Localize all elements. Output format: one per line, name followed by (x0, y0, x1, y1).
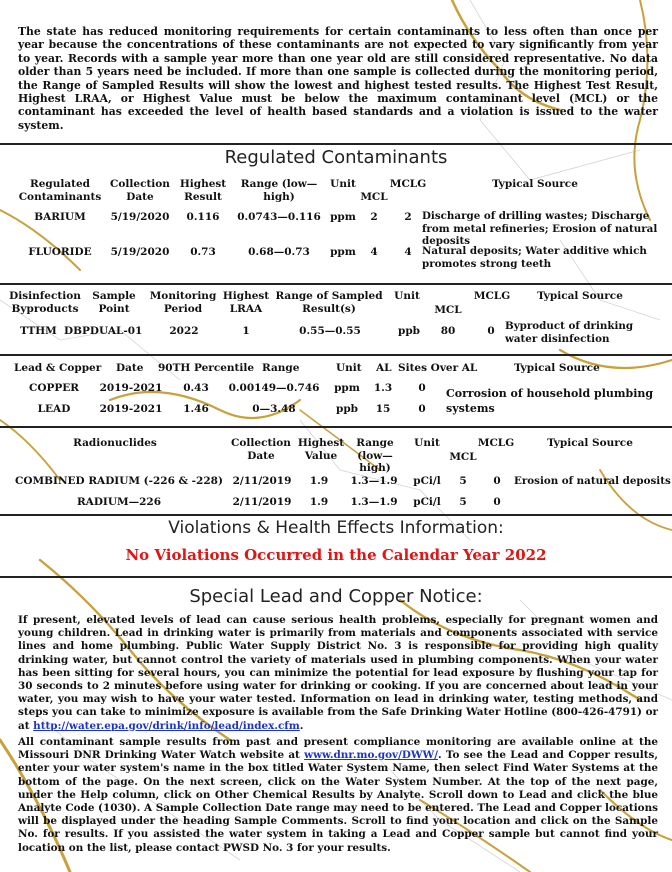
divider (0, 576, 672, 578)
header-typical-source: Typical Source (514, 362, 600, 374)
radionuclide-name: COMBINED RADIUM (-226 & -228) (15, 475, 223, 487)
sample-date: 2019-2021 (99, 403, 163, 415)
highest-result: 0.116 (186, 211, 220, 223)
unit-value: ppm (330, 211, 356, 223)
header-collection-date: Collection Date (110, 178, 170, 203)
collection-date: 5/19/2020 (110, 246, 170, 258)
90th-percentile: 1.46 (183, 403, 209, 415)
mcl-value: 2 (370, 211, 378, 223)
header-mclg: MCLG (389, 178, 427, 190)
contaminant-name: BARIUM (34, 211, 86, 223)
highest-result: 0.73 (190, 246, 216, 258)
range-value: 0.0743—0.116 (237, 211, 321, 223)
lead-notice-paragraph (18, 614, 658, 733)
header-contaminants: Regulated Contaminants (18, 178, 102, 203)
typical-source: Corrosion of household plumbing systems (446, 387, 654, 415)
90th-percentile: 0.43 (183, 382, 209, 394)
header-sample-point: Sample Point (92, 290, 136, 315)
sample-date: 2019-2021 (99, 382, 163, 394)
header-mcl: MCL (434, 304, 462, 316)
collection-date: 2/11/2019 (232, 496, 292, 508)
sample-results-text-b: . To see the Lead and Copper results, enter your water system's name in the box titled Water System Name, then select Find Water Systems at the bottom of the page. On the next screen, click on the Water System Number. At the top of the next page, under the Help column, click on Other Chemical Results by Analyte. Scroll down to Lead and click the blue Analyte Code (1030). A Sample Collection Date range may need to be entered. The Lead and Copper locations will be displayed under the heading Sample Comments. Scroll to find your location and click on the Sample No. for results. If you assisted the water system in taking a Lead and Copper sample but cannot find your location on the list, please contact PWSD No. 3 for your results. (18, 749, 659, 854)
sites-over-al: 0 (418, 403, 426, 415)
range-value: 1.3—1.9 (350, 496, 398, 508)
range-value: 0—3.48 (252, 403, 296, 415)
unit-value: ppb (335, 403, 359, 415)
unit-value: pCi/l (413, 475, 441, 487)
divider (0, 426, 672, 428)
lead-copper-name: LEAD (37, 403, 71, 415)
header-radionuclides: Radionuclides (73, 437, 157, 449)
header-mcl: MCL (449, 451, 477, 463)
special-notice-title: Special Lead and Copper Notice: (189, 586, 483, 607)
lead-copper-name: COPPER (28, 382, 80, 394)
header-unit: Unit (330, 178, 356, 190)
header-range: Range (low—high) (356, 437, 394, 474)
header-al: AL (376, 362, 392, 374)
dnr-dww-link[interactable]: www.dnr.mo.gov/DWW/ (304, 749, 439, 762)
highest-lraa: 1 (242, 325, 250, 337)
header-unit: Unit (414, 437, 440, 449)
monitoring-period: 2022 (169, 325, 199, 337)
header-mcl: MCL (360, 191, 388, 203)
epa-lead-link[interactable]: http://water.epa.gov/drink/info/lead/index.cfm (33, 719, 300, 732)
header-unit: Unit (394, 290, 420, 302)
unit-value: pCi/l (413, 496, 441, 508)
sample-point: DBPDUAL-01 (64, 325, 143, 337)
intro-paragraph: The state has reduced monitoring requirements for certain contaminants to less often than once per year because the concentrations of these contaminants are not expected to vary significantly from year to year. Records with a sample year more than one year old are still considered representative. No data older than 5 years need be included. If more than one sample is collected during the monitoring period, the Range of Sampled Results will show the lowest and highest tested results. The Highest Test Result, Highest LRAA, or Highest Value must be below the maximum contaminant level (MCL) or the contaminant has exceeded the level of health based standards and a violation is issued to the water system. (18, 25, 658, 132)
header-90th-percentile: 90TH Percentile (158, 362, 255, 374)
divider (0, 514, 672, 516)
radionuclide-name: RADIUM—226 (76, 496, 162, 508)
mcl-value: 5 (459, 496, 467, 508)
al-value: 1.3 (373, 382, 393, 394)
header-range: Range (262, 362, 300, 374)
sites-over-al: 0 (418, 382, 426, 394)
range-value: 0.55—0.55 (299, 325, 361, 337)
mclg-value: 0 (493, 475, 501, 487)
header-typical-source: Typical Source (537, 290, 623, 302)
mclg-value: 0 (487, 325, 495, 337)
header-typical-source: Typical Source (547, 437, 633, 449)
contaminant-name: FLUORIDE (28, 246, 92, 258)
al-value: 15 (375, 403, 391, 415)
header-typical-source: Typical Source (492, 178, 578, 190)
mclg-value: 4 (404, 246, 412, 258)
unit-value: ppb (397, 325, 421, 337)
unit-value: ppm (330, 246, 356, 258)
range-value: 1.3—1.9 (350, 475, 398, 487)
lead-notice-end: . (299, 719, 304, 732)
header-highest-value: Highest Value (297, 437, 345, 462)
mcl-value: 4 (370, 246, 378, 258)
sample-results-text-a: All contaminant sample results from past and present compliance monitoring are available online at the Missouri DNR Drinking Water Watch website at (18, 736, 658, 762)
divider (0, 143, 672, 145)
header-highest-lraa: Highest LRAA (222, 290, 270, 315)
divider (0, 354, 672, 356)
header-byproducts: Disinfection Byproducts (9, 290, 81, 315)
mclg-value: 0 (493, 496, 501, 508)
header-unit: Unit (336, 362, 362, 374)
header-range: Range (low—high) (240, 178, 318, 203)
highest-value: 1.9 (309, 475, 329, 487)
collection-date: 5/19/2020 (110, 211, 170, 223)
header-range-sampled: Range of Sampled Result(s) (275, 290, 383, 315)
typical-source: Discharge of drilling wastes; Discharge from metal refineries; Erosion of natural deposits (422, 210, 658, 247)
sample-results-paragraph (18, 736, 658, 855)
highest-value: 1.9 (309, 496, 329, 508)
mcl-value: 80 (440, 325, 456, 337)
header-lead-copper: Lead & Copper (14, 362, 102, 374)
header-mclg: MCLG (473, 290, 511, 302)
collection-date: 2/11/2019 (232, 475, 292, 487)
header-date: Date (116, 362, 144, 374)
typical-source: Natural deposits; Water additive which promotes strong teeth (422, 245, 647, 270)
range-value: 0.00149—0.746 (228, 382, 320, 394)
mclg-value: 2 (404, 211, 412, 223)
typical-source: Erosion of natural deposits (514, 475, 671, 487)
header-highest-result: Highest Result (179, 178, 227, 203)
no-violations-statement: No Violations Occurred in the Calendar Year 2022 (125, 546, 547, 564)
divider (0, 283, 672, 285)
lead-notice-text: If present, elevated levels of lead can cause serious health problems, especially for pregnant women and young children. Lead in drinking water is primarily from materials and components associated with service lines and home plumbing. Public Water Supply District No. 3 is responsible for providing high quality drinking water, but cannot control the variety of materials used in plumbing components. When your water has been sitting for several hours, you can minimize the potential for lead exposure by flushing your tap for 30 seconds to 2 minutes before using water for drinking or cooking. If you are concerned about lead in your water, you may wish to have your water tested. Information on lead in drinking water, testing methods, and steps you can take to minimize exposure is available from the Safe Drinking Water Hotline (800-426-4791) or at (18, 614, 658, 732)
mcl-value: 5 (459, 475, 467, 487)
header-collection-date: Collection Date (231, 437, 291, 462)
unit-value: ppm (334, 382, 360, 394)
range-value: 0.68—0.73 (248, 246, 310, 258)
regulated-title: Regulated Contaminants (224, 147, 448, 168)
byproduct-name: TTHM (20, 325, 57, 337)
header-sites-over-al: Sites Over AL (398, 362, 478, 374)
header-monitoring-period: Monitoring Period (149, 290, 217, 315)
header-mclg: MCLG (477, 437, 515, 449)
typical-source: Byproduct of drinking water disinfection (505, 320, 634, 345)
violations-title: Violations & Health Effects Information: (168, 518, 504, 538)
